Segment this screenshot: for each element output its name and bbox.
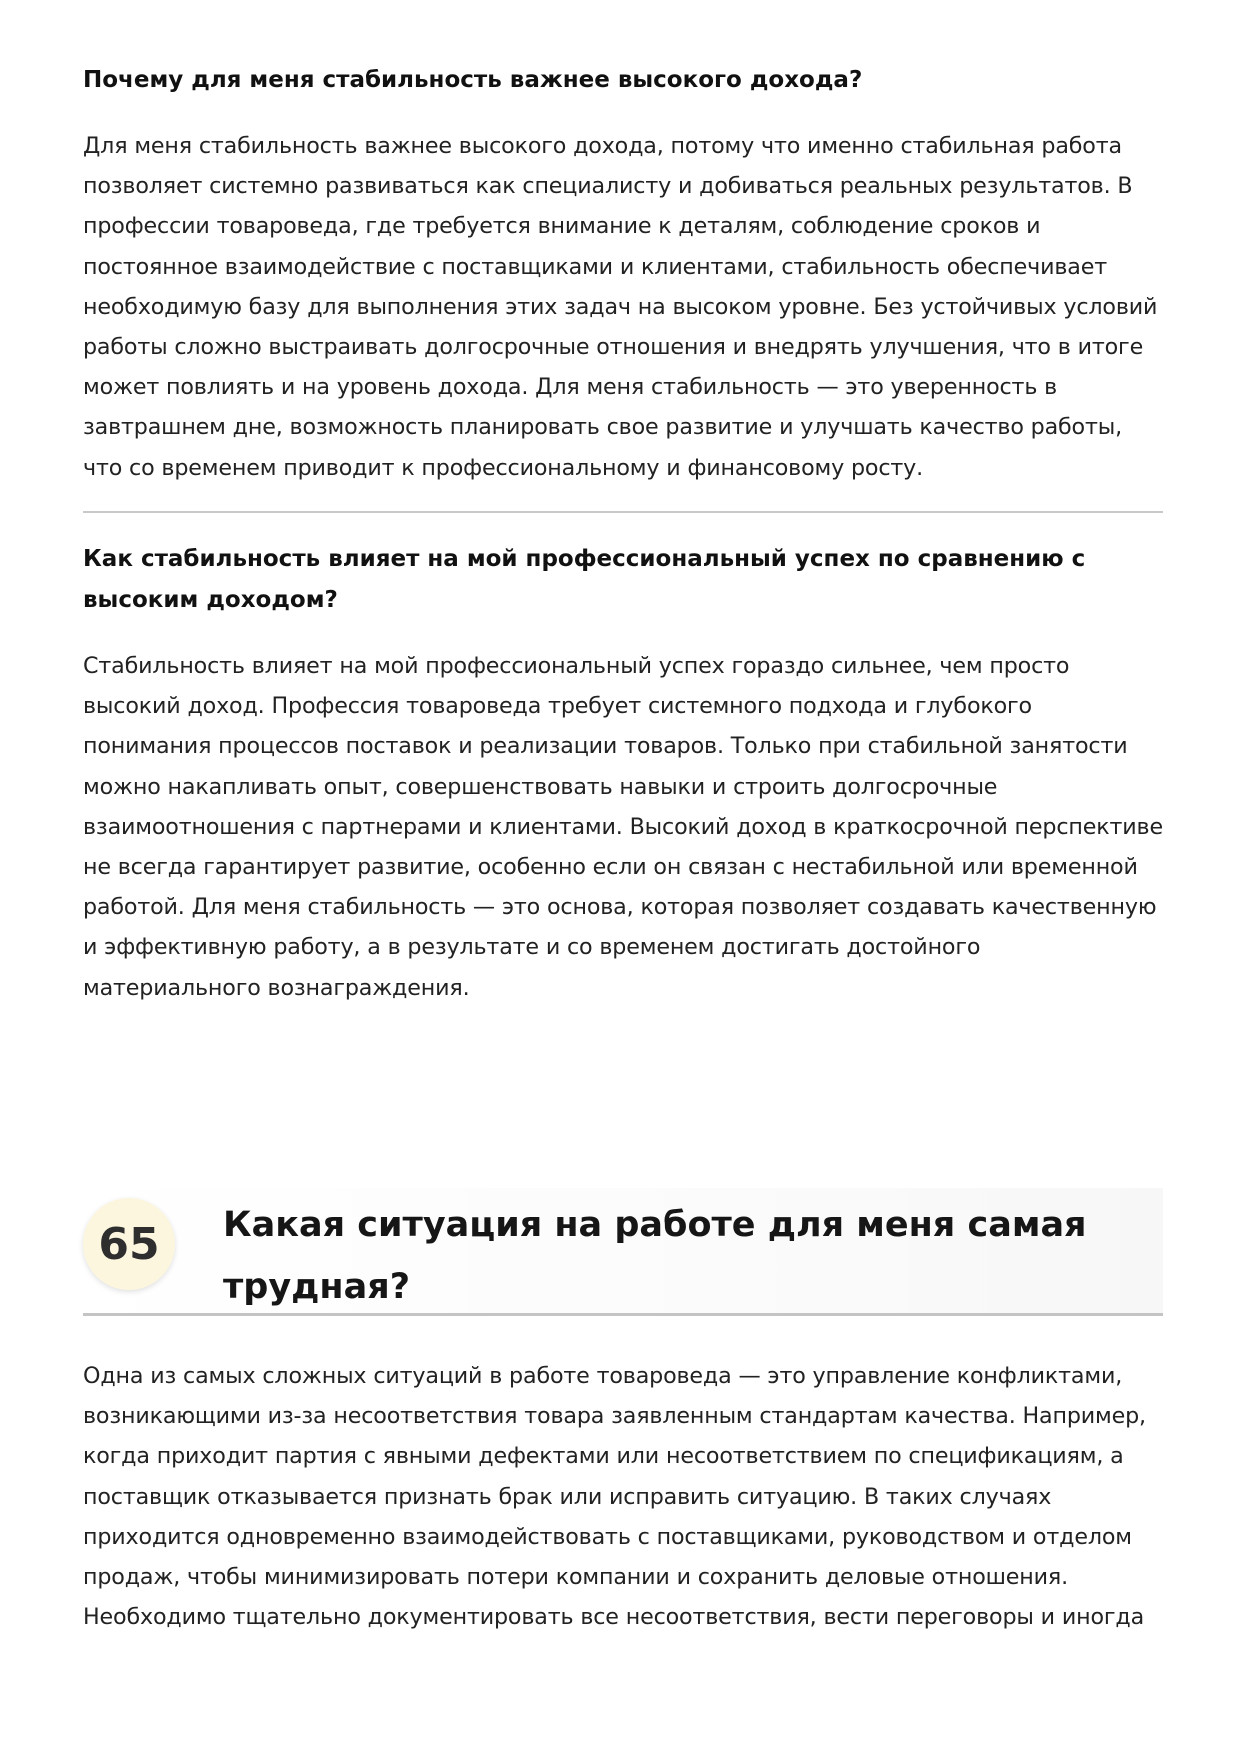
question-title: Как стабильность влияет на мой профессиональный успех по сравнению с высоким доходом? <box>83 546 1086 613</box>
answer-paragraph: Стабильность влияет на мой профессиональный успех гораздо сильнее, чем просто высокий доход. Профессия товароведа требует системного подхода и глубокого понимания процессов поставок и реализации товаров. Только при стабильной занятости можно накапливать опыт, совершенствовать навыки и строить долгосрочные взаимоотношения с партнерами и клиентами. Высокий доход в краткосрочной перспективе не всегда гарантирует развитие, особенно если он связан с нестабильной или временной работой. Для меня стабильность — это основа, которая позволяет создавать качественную и эффективную работу, а в результате и со временем достигать достойного материального вознаграждения. <box>83 653 1163 1001</box>
section-number-badge: 65 <box>83 1198 175 1290</box>
question-title: Почему для меня стабильность важнее высокого дохода? <box>83 67 863 93</box>
answer-paragraph: Одна из самых сложных ситуаций в работе товароведа — это управление конфликтами, возникающими из-за несоответствия товара заявленным стандартам качества. Например, когда приходит партия с явными дефектами или несоответствием по спецификациям, а поставщик отказывается признать брак или исправить ситуацию. В таких случаях приходится одновременно взаимодействовать с поставщиками, руководством и отделом продаж, чтобы минимизировать потери компании и сохранить деловые отношения. Необходимо тщательно документировать все несоответствия, вести переговоры и иногда <box>83 1363 1146 1631</box>
divider <box>83 511 1163 513</box>
section-header <box>83 1188 1163 1316</box>
answer-paragraph: Для меня стабильность важнее высокого дохода, потому что именно стабильная работа позволяет системно развиваться как специалисту и добиваться реальных результатов. В профессии товароведа, где требуется внимание к деталям, соблюдение сроков и постоянное взаимодействие с поставщиками и клиентами, стабильность обеспечивает необходимую базу для выполнения этих задач на высоком уровне. Без устойчивых условий работы сложно выстраивать долгосрочные отношения и внедрять улучшения, что в итоге может повлиять и на уровень дохода. Для меня стабильность — это уверенность в завтрашнем дне, возможность планировать свое развитие и улучшать качество работы, что со временем приводит к профессиональному и финансовому росту. <box>83 133 1158 481</box>
section-title: Какая ситуация на работе для меня самая трудная? <box>223 1205 1087 1307</box>
